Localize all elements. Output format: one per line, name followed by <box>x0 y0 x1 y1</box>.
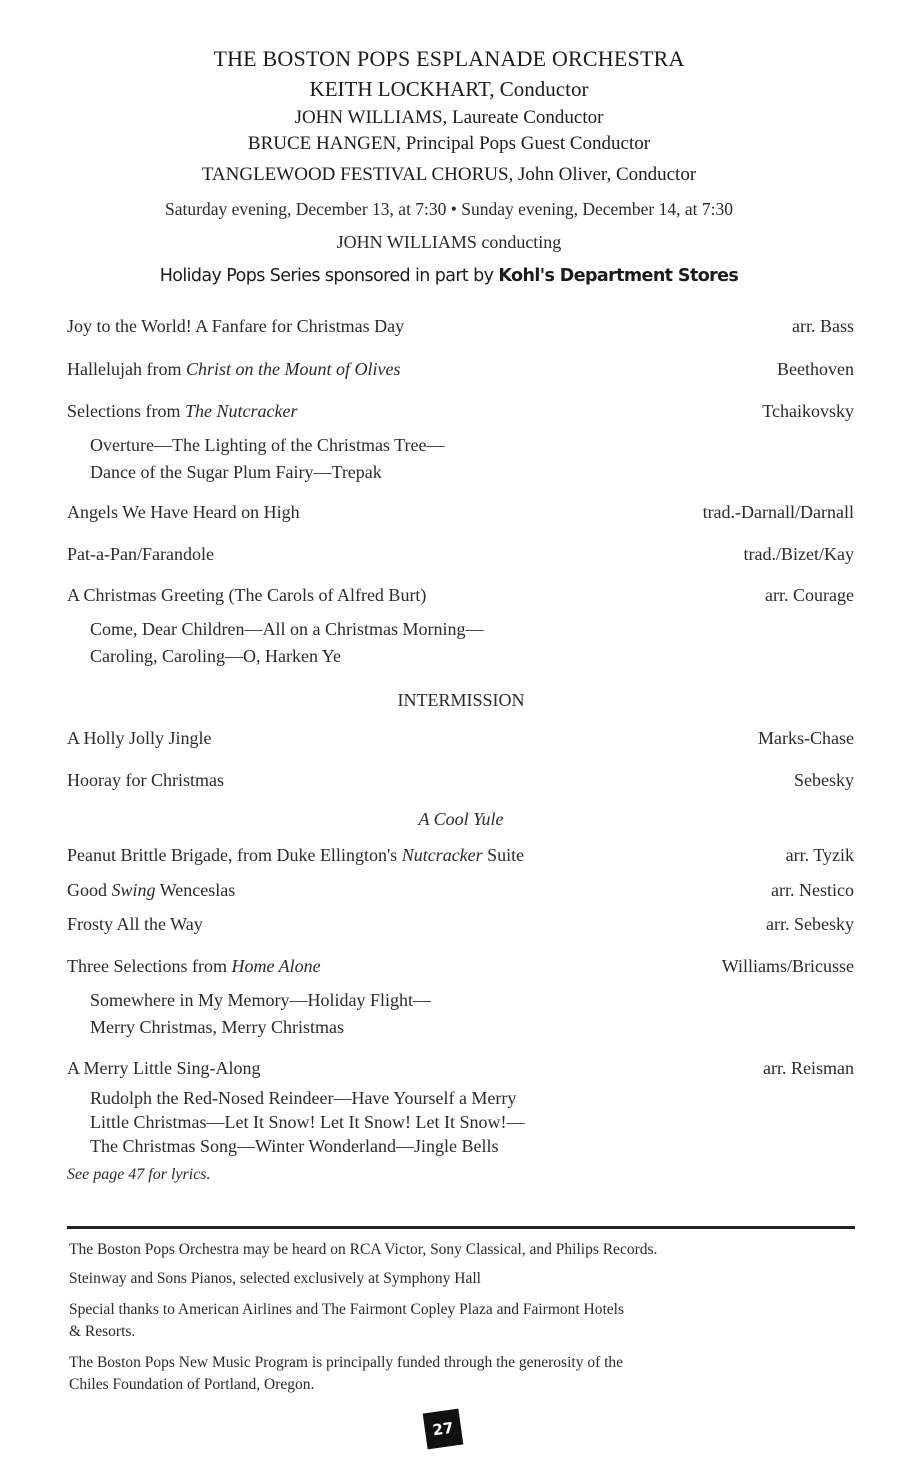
composer: Tchaikovsky <box>762 401 854 421</box>
composer: Beethoven <box>777 359 854 379</box>
title-text: Wenceslas <box>155 880 236 900</box>
piece-title <box>67 956 321 977</box>
orchestra-title: THE BOSTON POPS ESPLANADE ORCHESTRA <box>213 46 685 71</box>
footer-note: The Boston Pops New Music Program is principally funded through the generosity of the <box>69 1354 624 1371</box>
composer: trad.-Darnall/Darnall <box>702 502 854 522</box>
footer-note: & Resorts. <box>69 1323 136 1340</box>
sponsor-prefix: Holiday Pops Series sponsored in part by <box>159 266 494 286</box>
guest-conductor-name: BRUCE HANGEN, <box>247 133 401 154</box>
movement-line: Rudolph the Red-Nosed Reindeer—Have Yourself a Merry <box>90 1088 517 1108</box>
piece-title <box>67 359 400 380</box>
chorus-line <box>0 164 898 186</box>
composer: arr. Courage <box>765 585 854 605</box>
title-italic: The Nutcracker <box>184 401 298 421</box>
composer: arr. Tyzik <box>785 845 854 865</box>
composer: arr. Nestico <box>771 880 854 900</box>
performance-dates: Saturday evening, December 13, at 7:30 • Sunday evening, December 14, at 7:30 <box>165 199 733 219</box>
lyrics-note: See page 47 for lyrics. <box>67 1166 211 1183</box>
movement-line: Little Christmas—Let It Snow! Let It Snow! Let It Snow!— <box>90 1112 525 1132</box>
footer-note: Chiles Foundation of Portland, Oregon. <box>69 1376 315 1393</box>
guest-conductor-role: Principal Pops Guest Conductor <box>405 133 651 154</box>
laureate-conductor-role: Laureate Conductor <box>452 107 604 128</box>
composer: Sebesky <box>794 770 854 790</box>
piece-title <box>67 316 404 337</box>
movement-line: Merry Christmas, Merry Christmas <box>90 1017 344 1037</box>
title-italic: Home Alone <box>231 956 321 976</box>
chorus-role: John Oliver, Conductor <box>518 164 697 185</box>
guest-conducting-line: JOHN WILLIAMS conducting <box>336 232 562 252</box>
piece-title: A Christmas Greeting (The Carols of Alfred Burt) <box>67 585 427 605</box>
piece-title <box>67 401 297 422</box>
intermission-heading: INTERMISSION <box>397 690 525 710</box>
footer-note: Special thanks to American Airlines and The Fairmont Copley Plaza and Fairmont Hotels <box>69 1301 625 1318</box>
movement-list <box>90 1086 524 1158</box>
title-italic: Swing <box>111 880 156 900</box>
title-text: Three Selections from <box>67 956 232 976</box>
piece-title: Frosty All the Way <box>67 914 203 934</box>
chorus-name: TANGLEWOOD FESTIVAL CHORUS, <box>201 164 514 185</box>
laureate-conductor-name: JOHN WILLIAMS, <box>294 107 448 128</box>
composer: arr. Bass <box>792 316 854 336</box>
laureate-conductor-line <box>0 107 898 129</box>
composer: arr. Reisman <box>763 1058 854 1078</box>
music-director-line <box>0 77 898 102</box>
movement-line: Somewhere in My Memory—Holiday Flight— <box>90 990 431 1010</box>
footer-note: Steinway and Sons Pianos, selected exclusively at Symphony Hall <box>69 1270 481 1287</box>
piece-title: Hooray for Christmas <box>67 770 224 790</box>
title-text: Joy to the World! A Fanfare for Christmas Day <box>67 316 405 336</box>
composer: trad./Bizet/Kay <box>743 544 854 564</box>
composer: Marks-Chase <box>758 728 854 748</box>
music-director-name: KEITH LOCKHART, <box>309 77 495 101</box>
movement-list <box>90 616 483 670</box>
sponsor-name: Kohl's Department Stores <box>498 266 739 286</box>
piece-title <box>67 845 524 866</box>
title-text: Hallelujah from <box>67 359 186 379</box>
movement-line: Overture—The Lighting of the Christmas Tree— <box>90 435 445 455</box>
footer-note: The Boston Pops Orchestra may be heard on RCA Victor, Sony Classical, and Philips Records. <box>69 1241 658 1258</box>
title-italic: Nutcracker <box>401 845 483 865</box>
piece-title: A Merry Little Sing-Along <box>67 1058 261 1078</box>
piece-title: Pat-a-Pan/Farandole <box>67 544 214 564</box>
piece-title: Angels We Have Heard on High <box>67 502 300 522</box>
title-text: Suite <box>482 845 525 865</box>
title-text: Selections from <box>67 401 185 421</box>
suite-heading: A Cool Yule <box>418 809 504 829</box>
movement-line: Caroling, Caroling—O, Harken Ye <box>90 646 341 666</box>
title-italic: Christ on the Mount of Olives <box>185 359 401 379</box>
footer-divider <box>67 1226 855 1229</box>
page-number-badge: 27 <box>423 1409 464 1450</box>
title-text: Good <box>67 880 112 900</box>
movement-line: Dance of the Sugar Plum Fairy—Trepak <box>90 462 382 482</box>
composer: arr. Sebesky <box>766 914 854 934</box>
movement-line: The Christmas Song—Winter Wonderland—Jingle Bells <box>90 1136 499 1156</box>
composer: Williams/Bricusse <box>721 956 854 976</box>
piece-title <box>67 880 235 901</box>
guest-conductor-line <box>0 133 898 155</box>
movement-list <box>90 432 444 486</box>
movement-line: Come, Dear Children—All on a Christmas Morning— <box>90 619 484 639</box>
movement-list <box>90 987 431 1041</box>
music-director-role: Conductor <box>499 77 589 101</box>
title-text: Peanut Brittle Brigade, from Duke Ellington's <box>67 845 402 865</box>
sponsor-line <box>0 266 898 286</box>
piece-title: A Holly Jolly Jingle <box>67 728 212 748</box>
